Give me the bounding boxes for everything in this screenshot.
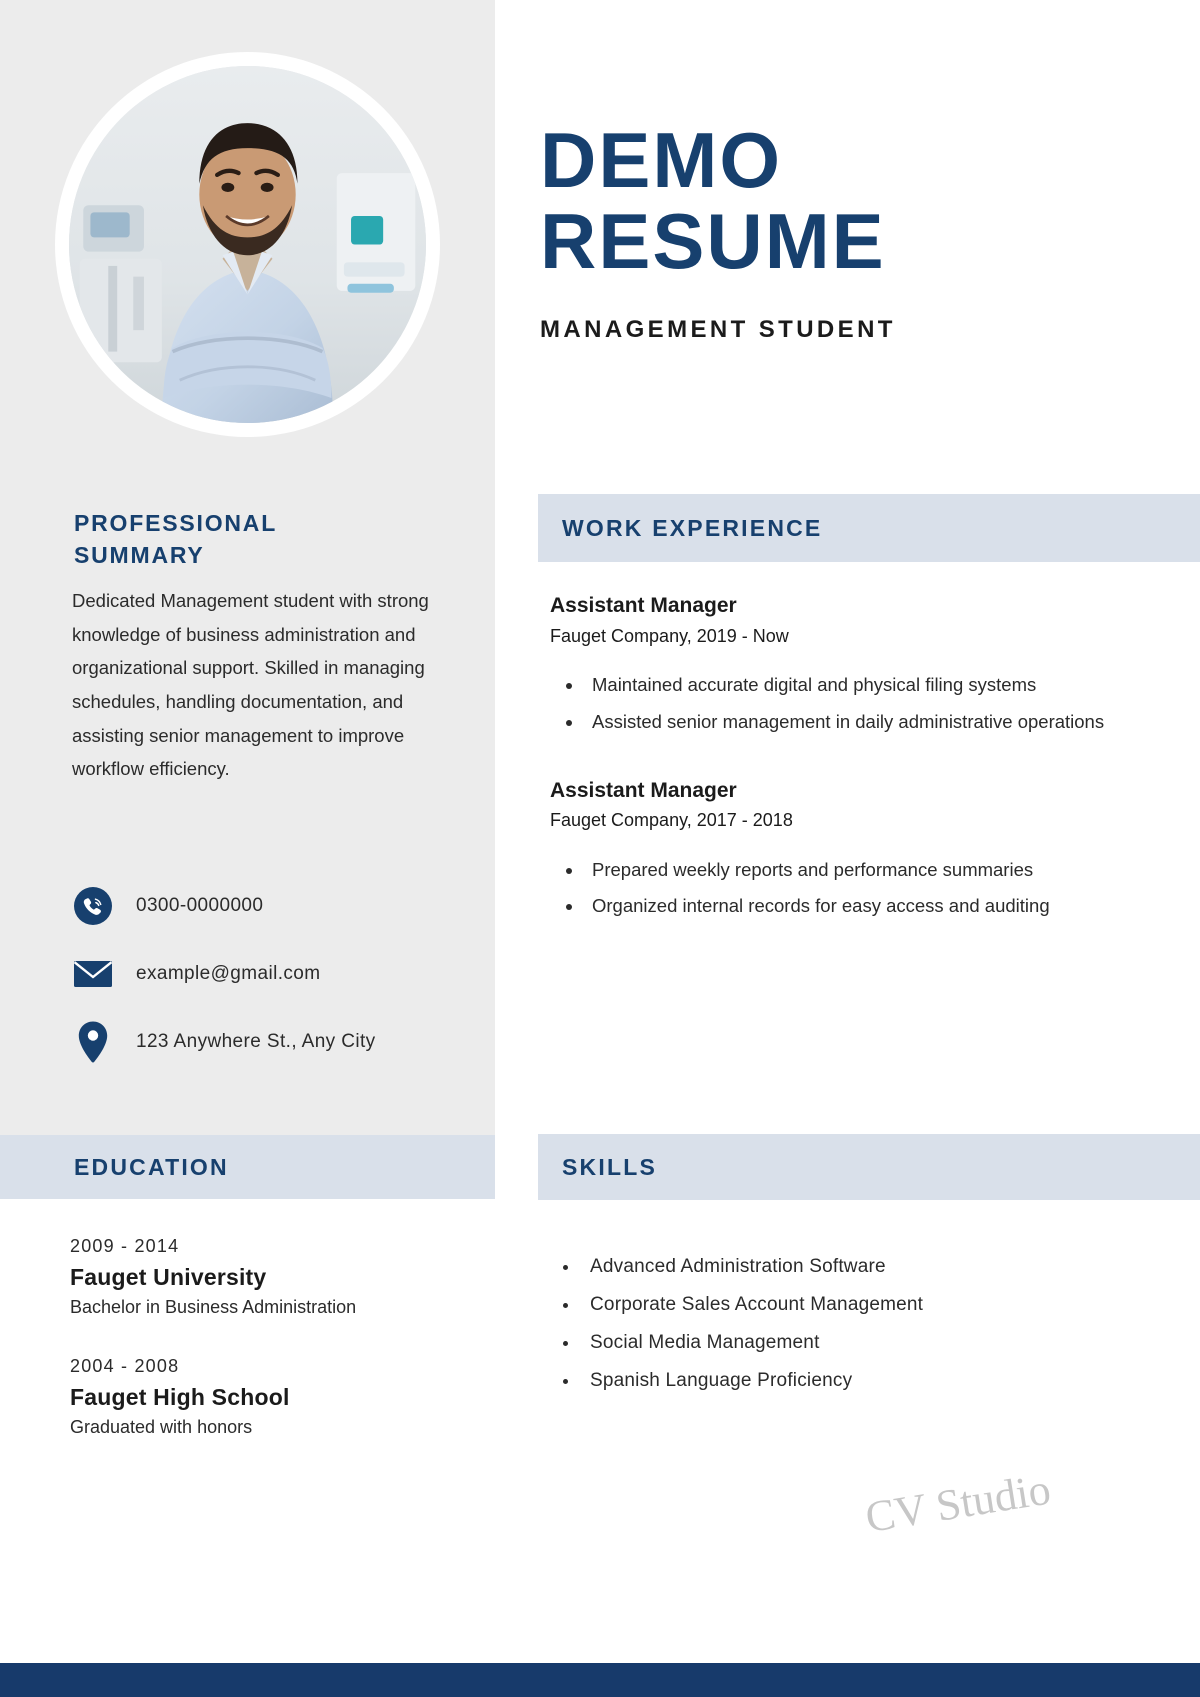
- skills-title: SKILLS: [562, 1153, 657, 1180]
- section-header-skills: [538, 1134, 1200, 1200]
- avatar-frame: [55, 52, 440, 437]
- avatar: [69, 66, 426, 423]
- location-icon: [72, 1021, 114, 1063]
- skill-item: • Corporate Sales Account Management: [580, 1286, 1152, 1324]
- summary-body: Dedicated Management student with strong knowledge of business administration and organizational support. Skilled in managing schedules, handling documentation, and assisting senior management to improve workflow efficiency.: [72, 590, 429, 780]
- skill-item: • Advanced Administration Software: [580, 1248, 1152, 1286]
- work-experience-item: [550, 590, 1170, 739]
- page-title-line1: DEMO: [540, 116, 782, 204]
- phone-icon: [72, 885, 114, 927]
- education-degree: Graduated with honors: [70, 1417, 253, 1438]
- education-school: Fauget University: [70, 1263, 267, 1290]
- work-experience-title: WORK EXPERIENCE: [562, 514, 823, 541]
- summary-heading: [74, 508, 414, 571]
- job-company-dates: Fauget Company, 2019 - Now: [550, 625, 789, 646]
- phone-value: 0300-0000000: [136, 895, 264, 916]
- job-bullet-list: [584, 668, 1170, 738]
- skills-bullet-list: [580, 1248, 1152, 1400]
- job-bullet: • Maintained accurate digital and physical filing systems: [584, 668, 1170, 702]
- education-item: [70, 1232, 480, 1322]
- profile-photo-icon: [69, 66, 426, 423]
- work-experience-list: [550, 590, 1170, 959]
- education-list: [70, 1232, 480, 1472]
- page-title-line2: RESUME: [540, 197, 886, 286]
- section-header-work-experience: [538, 494, 1200, 562]
- job-bullet: • Assisted senior management in daily administrative operations: [584, 705, 1170, 739]
- job-position: Assistant Manager: [550, 594, 737, 617]
- work-experience-item: [550, 775, 1170, 924]
- email-icon: [72, 953, 114, 995]
- contact-row-address[interactable]: [72, 1008, 472, 1076]
- summary-heading-line1: PROFESSIONAL: [74, 510, 278, 536]
- education-degree: Bachelor in Business Administration: [70, 1297, 357, 1318]
- address-value: 123 Anywhere St., Any City: [136, 1031, 376, 1052]
- watermark: CV Studio: [862, 1464, 1054, 1543]
- education-school: Fauget High School: [70, 1383, 290, 1410]
- education-years: 2009 - 2014: [70, 1236, 180, 1256]
- education-item: [70, 1352, 480, 1442]
- skill-item: • Social Media Management: [580, 1324, 1152, 1362]
- contact-row-phone[interactable]: [72, 872, 472, 940]
- contact-row-email[interactable]: [72, 940, 472, 1008]
- job-position: Assistant Manager: [550, 778, 737, 802]
- footer-bar: [0, 1663, 1200, 1697]
- section-header-education: [0, 1135, 495, 1199]
- skill-item: • Spanish Language Proficiency: [580, 1362, 1152, 1400]
- education-years: 2004 - 2008: [70, 1356, 180, 1377]
- resume-header: [540, 116, 1180, 344]
- contact-list: [72, 872, 472, 1076]
- skills-list: [552, 1248, 1152, 1400]
- job-company-dates: Fauget Company, 2017 - 2018: [550, 810, 793, 831]
- job-bullet-list: [584, 853, 1170, 923]
- email-value: example@gmail.com: [136, 963, 321, 984]
- education-title: EDUCATION: [74, 1153, 229, 1180]
- summary-heading-line2: SUMMARY: [74, 541, 205, 568]
- job-bullet: • Prepared weekly reports and performance summaries: [584, 853, 1170, 887]
- job-bullet: • Organized internal records for easy access and auditing: [584, 889, 1170, 923]
- job-role-subtitle: MANAGEMENT STUDENT: [540, 316, 896, 344]
